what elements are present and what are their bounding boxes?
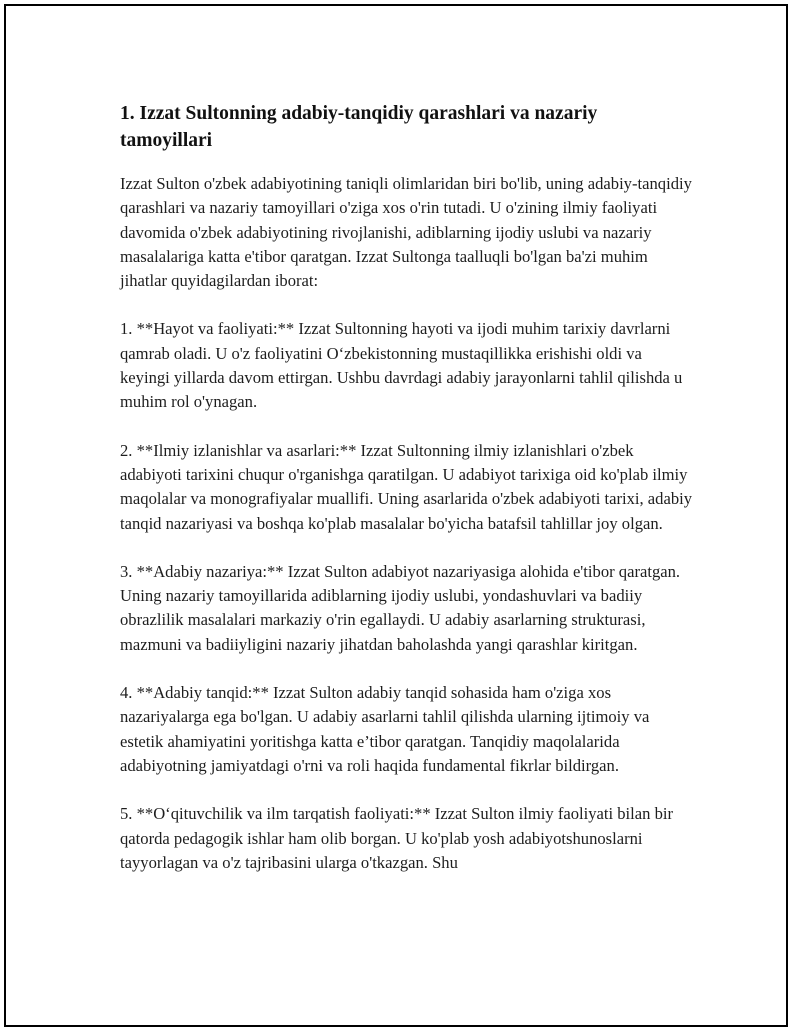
intro-paragraph: Izzat Sulton o'zbek adabiyotining taniqli olimlaridan biri bo'lib, uning adabiy-tanqidiy qarashlari va nazariy tamoyillari o'ziga xos o'rin tutadi. U o'zining ilmiy faoliyati davomida o'zbek adabiyotining rivojlanishi, adiblarning ijodiy uslubi va nazariy masalalariga katta e'tibor qaratgan. Izzat Sultonga taalluqli bo'lgan ba'zi muhim jihatlar quyidagilardan iborat: [120,174,692,291]
list-item-hayot-va-faoliyati: 1. **Hayot va faoliyati:** Izzat Sultonning hayoti va ijodi muhim tarixiy davrlarni qamrab oladi. U o'z faoliyatini O‘zbekistonning mustaqillikka erishishi oldi va keyingi yillarda davom ettirgan. Ushbu davrdagi adabiy jarayonlarni tahlil qilishda u muhim rol o'ynagan. [120,319,683,412]
list-item-adabiy-tanqid: 4. **Adabiy tanqid:** Izzat Sulton adabiy tanqid sohasida ham o'ziga xos nazariyalarga ega bo'lgan. U adabiy asarlarni tahlil qilishda ularning ijtimoiy va estetik ahamiyatini yoritishga katta e’tibor qaratgan. Tanqidiy maqolalarida adabiyotning jamiyatdagi o'rni va roli haqida fundamental fikrlar bildirgan. [120,683,650,775]
document-body [120,100,694,899]
list-item-adabiy-nazariya: 3. **Adabiy nazariya:** Izzat Sulton adabiyot nazariyasiga alohida e'tibor qaratgan. Uning nazariy tamoyillarida adiblarning ijodiy uslubi, yondashuvlari va badiiy obrazlilik masalalari markaziy o'rin egallaydi. U adabiy asarlarning strukturasi, mazmuni va badiiyligini nazariy jihatdan baholashda yangi qarashlar kiritgan. [120,561,681,654]
list-item-oqituvchilik: 5. **O‘qituvchilik va ilm tarqatish faoliyati:** Izzat Sulton ilmiy faoliyati bilan bir qatorda pedagogik ishlar ham olib borgan. U ko'plab yosh adabiyotshunoslarni tayyorlagan va o'z tajribasini ularga o'tkazgan. Shu [120,804,674,872]
page-frame [4,4,788,1027]
section-heading: 1. Izzat Sultonning adabiy-tanqidiy qarashlari va nazariy tamoyillari [120,103,598,151]
list-item-ilmiy-izlanishlar: 2. **Ilmiy izlanishlar va asarlari:** Izzat Sultonning ilmiy izlanishlari o'zbek adabiyoti tarixini chuqur o'rganishga qaratilgan. U adabiyot tarixiga oid ko'plab ilmiy maqolalar va monografiyalar muallifi. Uning asarlarida o'zbek adabiyoti tarixi, adabiy tanqid nazariyasi va boshqa ko'plab masalalar bo'yicha batafsil tahlillar joy olgan. [120,440,693,533]
